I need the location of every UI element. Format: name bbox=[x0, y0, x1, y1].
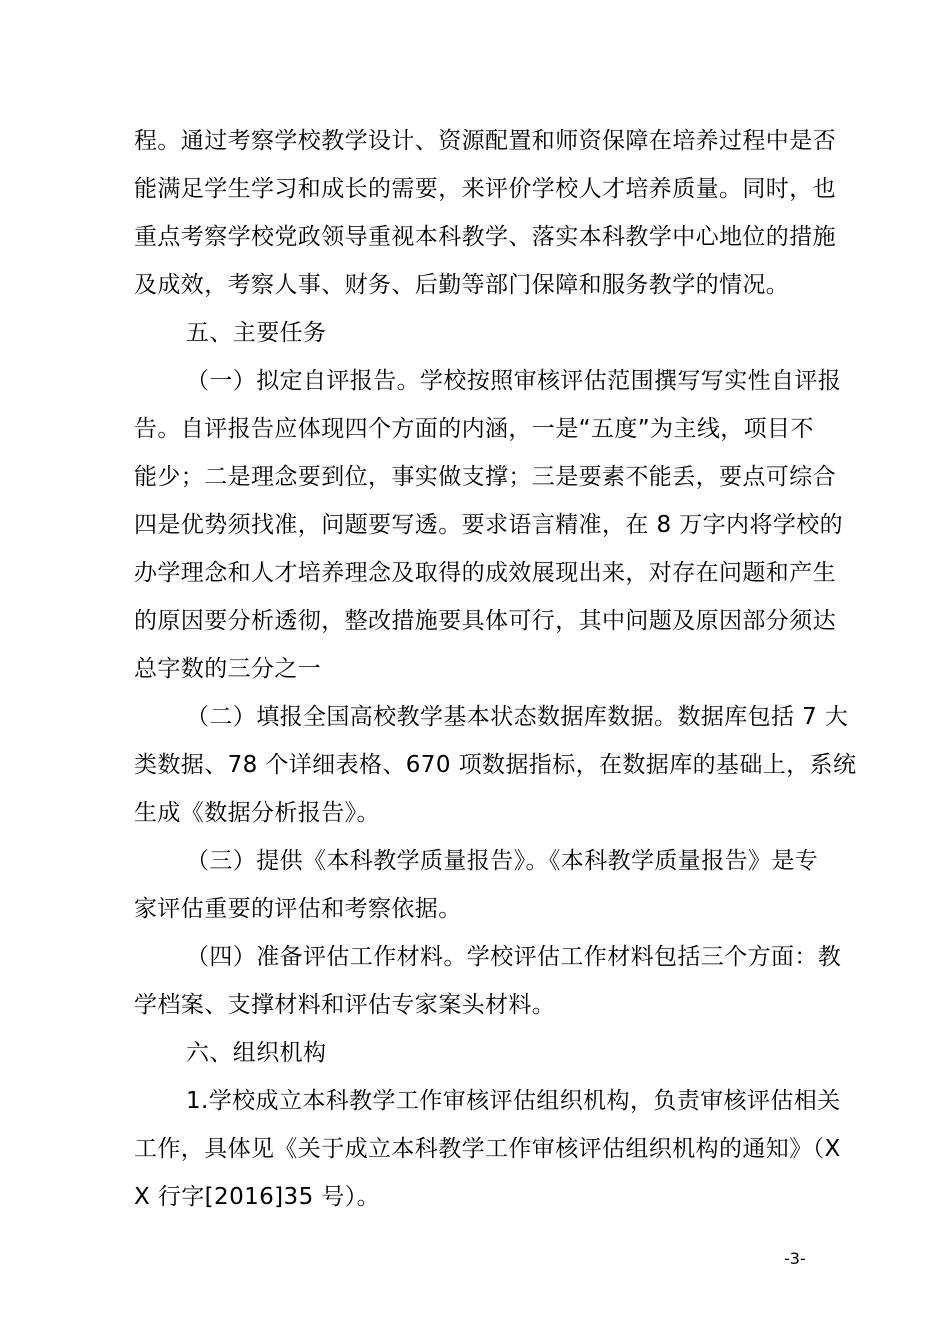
text-line: 工作，具体见《关于成立本科教学工作审核评估组织机构的通知》（X bbox=[134, 1136, 841, 1162]
section-heading: 五、主要任务 bbox=[186, 320, 327, 346]
text-line: （四）准备评估工作材料。学校评估工作材料包括三个方面：教 bbox=[186, 944, 842, 970]
text-line: 1.学校成立本科教学工作审核评估组织机构，负责审核评估相关 bbox=[186, 1088, 841, 1114]
text-line: 总字数的三分之一 bbox=[134, 656, 322, 682]
text-line: 生成《数据分析报告》。 bbox=[134, 800, 380, 826]
text-line: 的原因要分析透彻，整改措施要具体可行，其中问题及原因部分须达 bbox=[134, 608, 836, 634]
text-line: 四是优势须找准，问题要写透。要求语言精准，在 8 万字内将学校的 bbox=[134, 512, 844, 538]
text-line: 办学理念和人才培养理念及取得的成效展现出来，对存在问题和产生 bbox=[134, 560, 836, 586]
text-line: 学档案、支撑材料和评估专家案头材料。 bbox=[134, 992, 556, 1018]
page-number: -3- bbox=[784, 1249, 806, 1268]
text-line: 程。通过考察学校教学设计、资源配置和师资保障在培养过程中是否 bbox=[134, 128, 836, 154]
section-heading: 六、组织机构 bbox=[186, 1040, 327, 1066]
text-line: 能少；二是理念要到位，事实做支撑；三是要素不能丢，要点可综合 bbox=[134, 464, 836, 490]
text-line: 告。自评报告应体现四个方面的内涵，一是“五度”为主线，项目不 bbox=[134, 416, 814, 442]
text-line: 重点考察学校党政领导重视本科教学、落实本科教学中心地位的措施 bbox=[134, 224, 836, 250]
text-line: 类数据、78 个详细表格、670 项数据指标，在数据库的基础上，系统 bbox=[134, 752, 857, 778]
text-line: 及成效，考察人事、财务、后勤等部门保障和服务教学的情况。 bbox=[134, 272, 790, 298]
text-line: （一）拟定自评报告。学校按照审核评估范围撰写写实性自评报 bbox=[186, 368, 842, 394]
text-line: 能满足学生学习和成长的需要，来评价学校人才培养质量。同时，也 bbox=[134, 176, 836, 202]
text-line: （三）提供《本科教学质量报告》。《本科教学质量报告》是专 bbox=[186, 848, 819, 874]
text-line: X 行字[2016]35 号）。 bbox=[134, 1184, 381, 1210]
text-line: 家评估重要的评估和考察依据。 bbox=[134, 896, 462, 922]
text-line: （二）填报全国高校教学基本状态数据库数据。数据库包括 7 大 bbox=[186, 704, 849, 730]
